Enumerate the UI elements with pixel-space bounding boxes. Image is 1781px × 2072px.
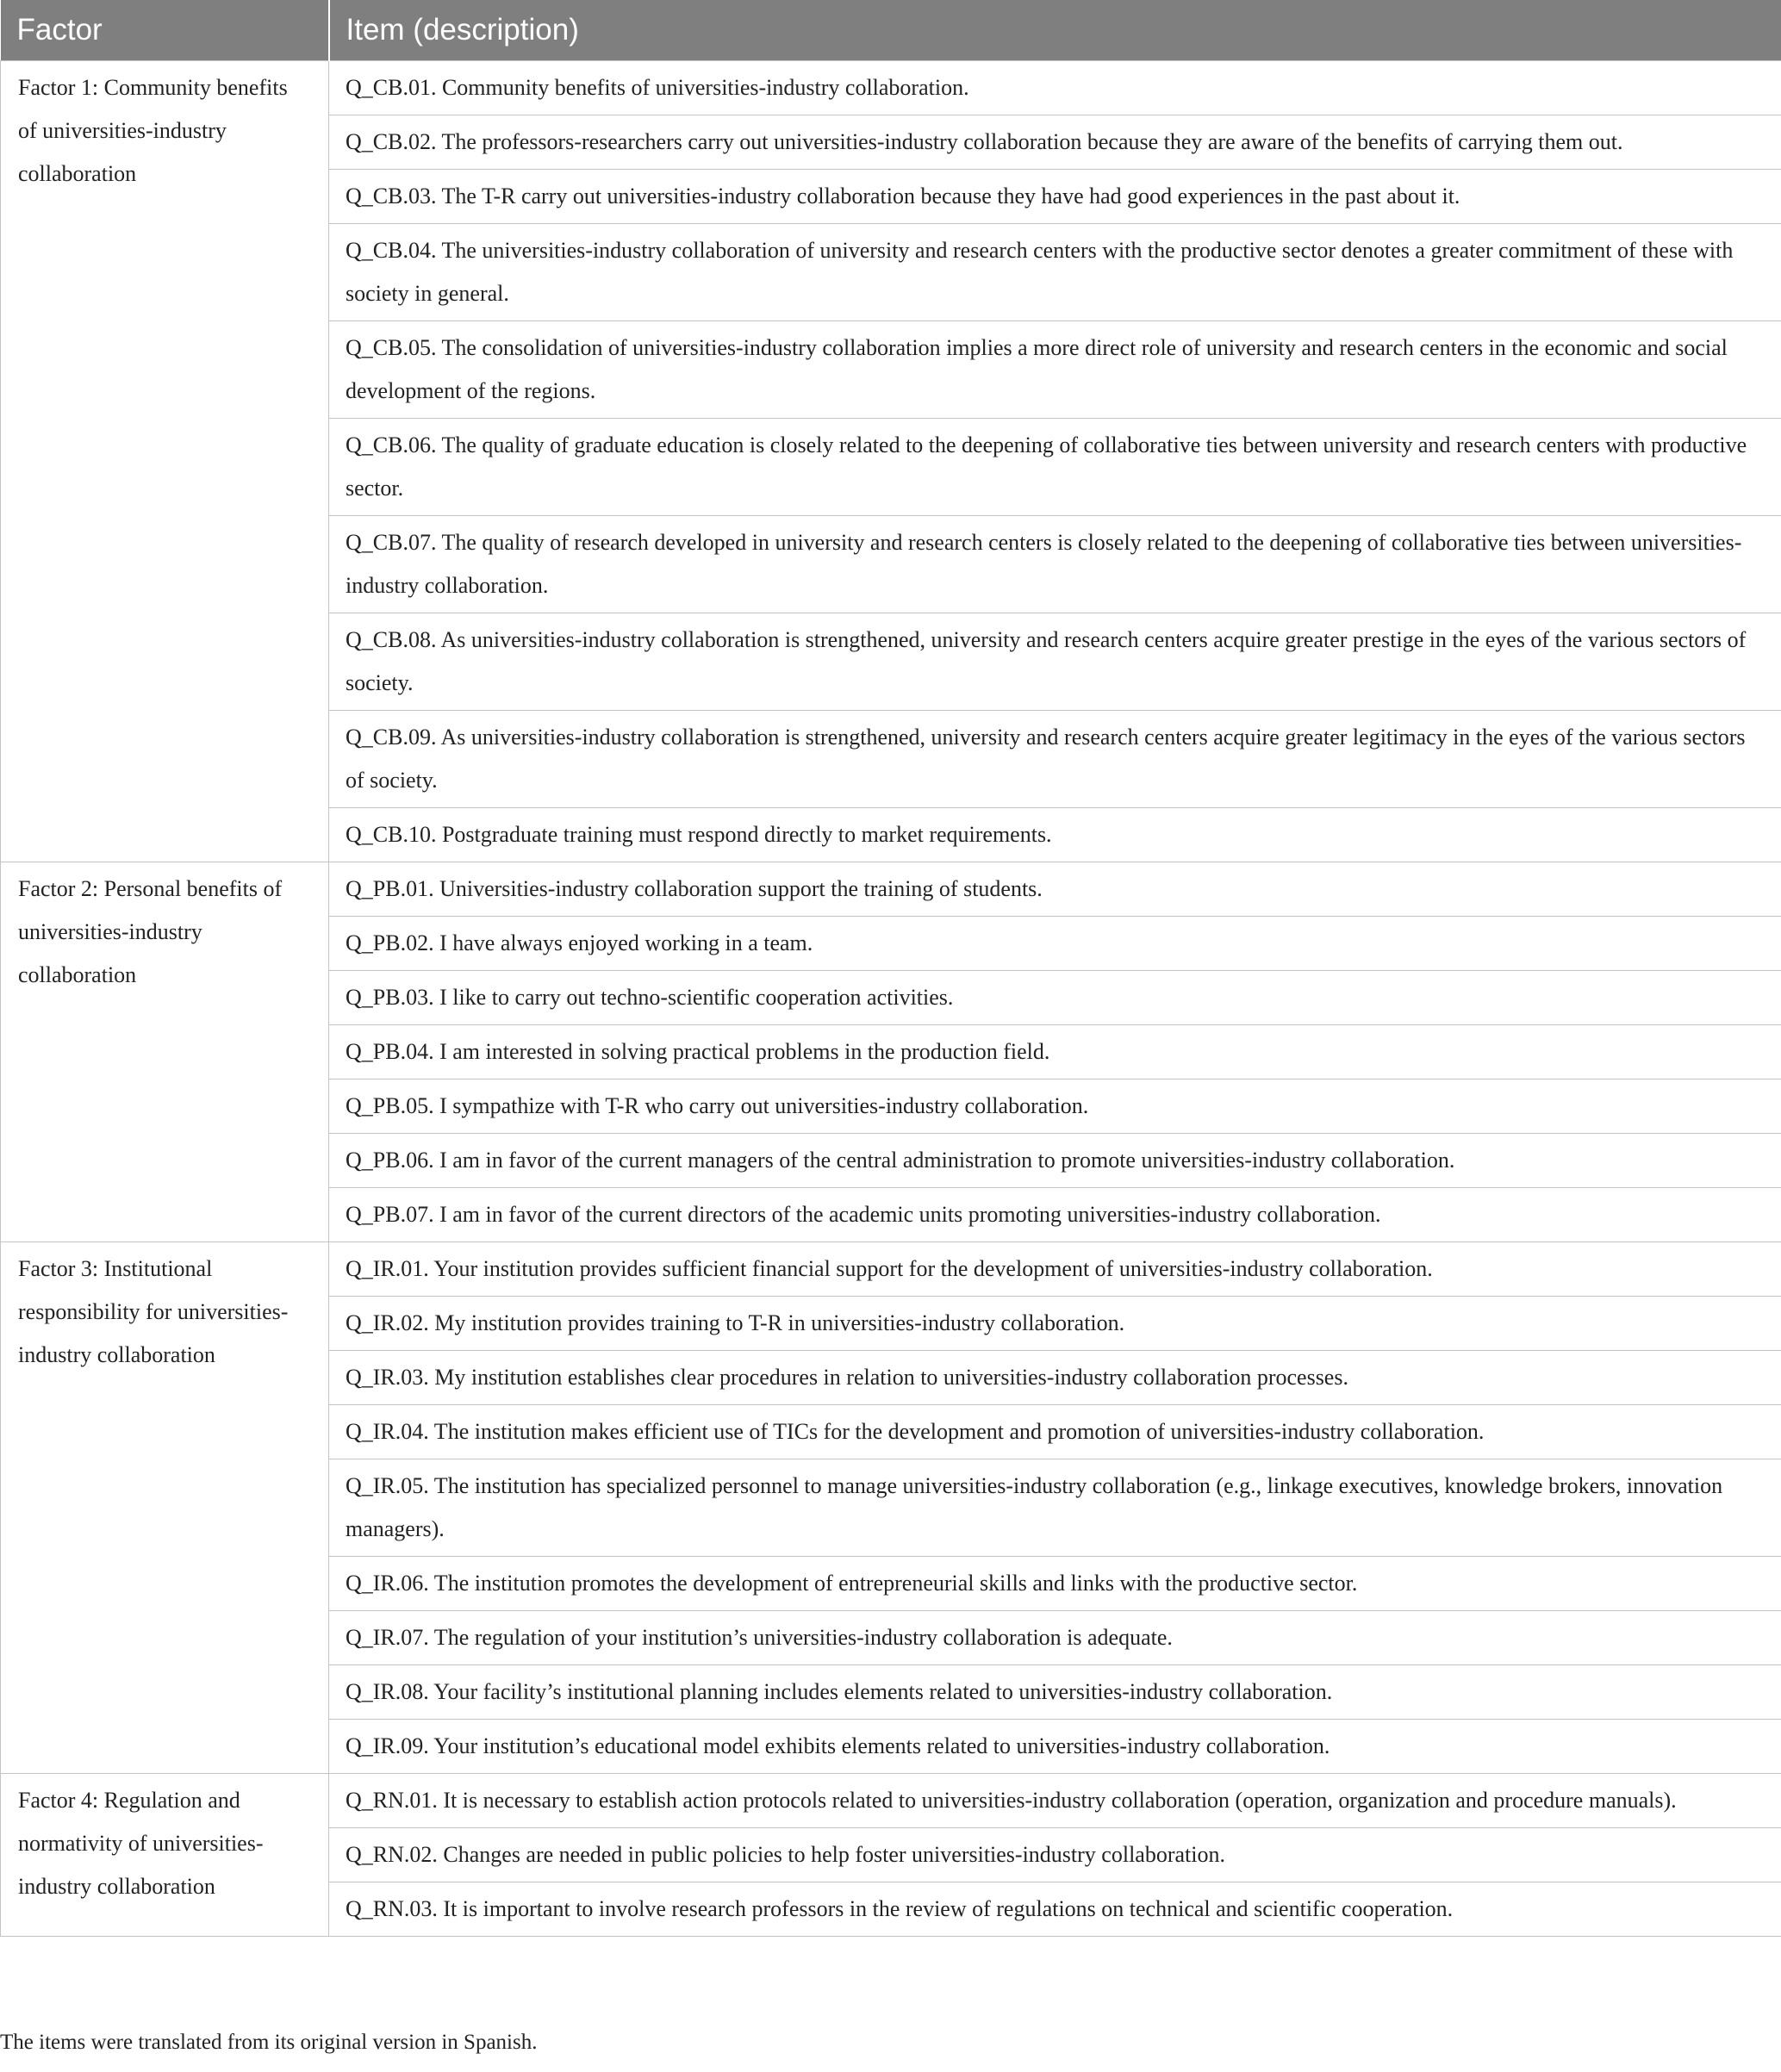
header-row xyxy=(1,0,1781,60)
item-cell: Q_IR.05. The institution has specialized personnel to manage universities-industry collaboration (e.g., linkage executives, knowledge brokers, innovation managers). xyxy=(329,1459,1781,1556)
item-cell: Q_PB.05. I sympathize with T-R who carry out universities-industry collaboration. xyxy=(329,1079,1781,1133)
header-item: Item (description) xyxy=(329,0,1781,60)
item-cell: Q_IR.04. The institution makes efficient use of TICs for the development and promotion of universities-industry collaboration. xyxy=(329,1404,1781,1459)
factor-cell: Factor 1: Community benefits of universities-industry collaboration xyxy=(1,60,329,862)
item-cell: Q_RN.03. It is important to involve research professors in the review of regulations on technical and scientific cooperation. xyxy=(329,1882,1781,1936)
item-cell: Q_CB.03. The T-R carry out universities-industry collaboration because they have had good experiences in the past about it. xyxy=(329,169,1781,223)
table-row xyxy=(1,1241,1781,1296)
table-body xyxy=(1,60,1781,1936)
table-row xyxy=(1,1773,1781,1827)
table-row xyxy=(1,60,1781,115)
item-cell: Q_PB.07. I am in favor of the current directors of the academic units promoting universities-industry collaboration. xyxy=(329,1187,1781,1241)
item-cell: Q_PB.03. I like to carry out techno-scientific cooperation activities. xyxy=(329,970,1781,1024)
item-cell: Q_CB.02. The professors-researchers carry out universities-industry collaboration because they are aware of the benefits of carrying them out. xyxy=(329,115,1781,169)
item-cell: Q_CB.09. As universities-industry collaboration is strengthened, university and research centers acquire greater legitimacy in the eyes of the various sectors of society. xyxy=(329,710,1781,807)
item-cell: Q_CB.06. The quality of graduate education is closely related to the deepening of collaborative ties between university and research centers with productive sector. xyxy=(329,418,1781,515)
item-cell: Q_CB.01. Community benefits of universities-industry collaboration. xyxy=(329,60,1781,115)
item-cell: Q_PB.04. I am interested in solving practical problems in the production field. xyxy=(329,1024,1781,1079)
item-cell: Q_CB.07. The quality of research developed in university and research centers is closely related to the deepening of collaborative ties between universities-industry collaboration. xyxy=(329,515,1781,613)
factor-cell: Factor 4: Regulation and normativity of universities-industry collaboration xyxy=(1,1773,329,1936)
item-cell: Q_IR.02. My institution provides training to T-R in universities-industry collaboration. xyxy=(329,1296,1781,1350)
item-cell: Q_PB.02. I have always enjoyed working in a team. xyxy=(329,916,1781,970)
table-row xyxy=(1,862,1781,916)
item-cell: Q_CB.05. The consolidation of universities-industry collaboration implies a more direct role of university and research centers in the economic and social development of the regions. xyxy=(329,320,1781,418)
item-cell: Q_IR.07. The regulation of your institution’s universities-industry collaboration is adequate. xyxy=(329,1610,1781,1664)
item-cell: Q_CB.08. As universities-industry collaboration is strengthened, university and research centers acquire greater prestige in the eyes of the various sectors of society. xyxy=(329,613,1781,710)
header-factor: Factor xyxy=(1,0,329,60)
factor-cell: Factor 2: Personal benefits of universities-industry collaboration xyxy=(1,862,329,1241)
item-cell: Q_PB.01. Universities-industry collaboration support the training of students. xyxy=(329,862,1781,916)
factor-cell: Factor 3: Institutional responsibility for universities-industry collaboration xyxy=(1,1241,329,1773)
item-cell: Q_IR.08. Your facility’s institutional planning includes elements related to universities-industry collaboration. xyxy=(329,1664,1781,1719)
item-cell: Q_CB.04. The universities-industry collaboration of university and research centers with the productive sector denotes a greater commitment of these with society in general. xyxy=(329,223,1781,320)
item-cell: Q_IR.06. The institution promotes the development of entrepreneurial skills and links with the productive sector. xyxy=(329,1556,1781,1610)
table-footnote: The items were translated from its original version in Spanish. xyxy=(0,2031,538,2054)
item-cell: Q_PB.06. I am in favor of the current managers of the central administration to promote universities-industry collaboration. xyxy=(329,1133,1781,1187)
item-cell: Q_IR.09. Your institution’s educational model exhibits elements related to universities-industry collaboration. xyxy=(329,1719,1781,1773)
item-cell: Q_RN.02. Changes are needed in public policies to help foster universities-industry collaboration. xyxy=(329,1827,1781,1882)
item-cell: Q_IR.01. Your institution provides sufficient financial support for the development of universities-industry collaboration. xyxy=(329,1241,1781,1296)
table-header xyxy=(1,0,1781,60)
item-cell: Q_IR.03. My institution establishes clear procedures in relation to universities-industry collaboration processes. xyxy=(329,1350,1781,1404)
item-cell: Q_RN.01. It is necessary to establish action protocols related to universities-industry collaboration (operation, organization and procedure manuals). xyxy=(329,1773,1781,1827)
item-cell: Q_CB.10. Postgraduate training must respond directly to market requirements. xyxy=(329,807,1781,862)
